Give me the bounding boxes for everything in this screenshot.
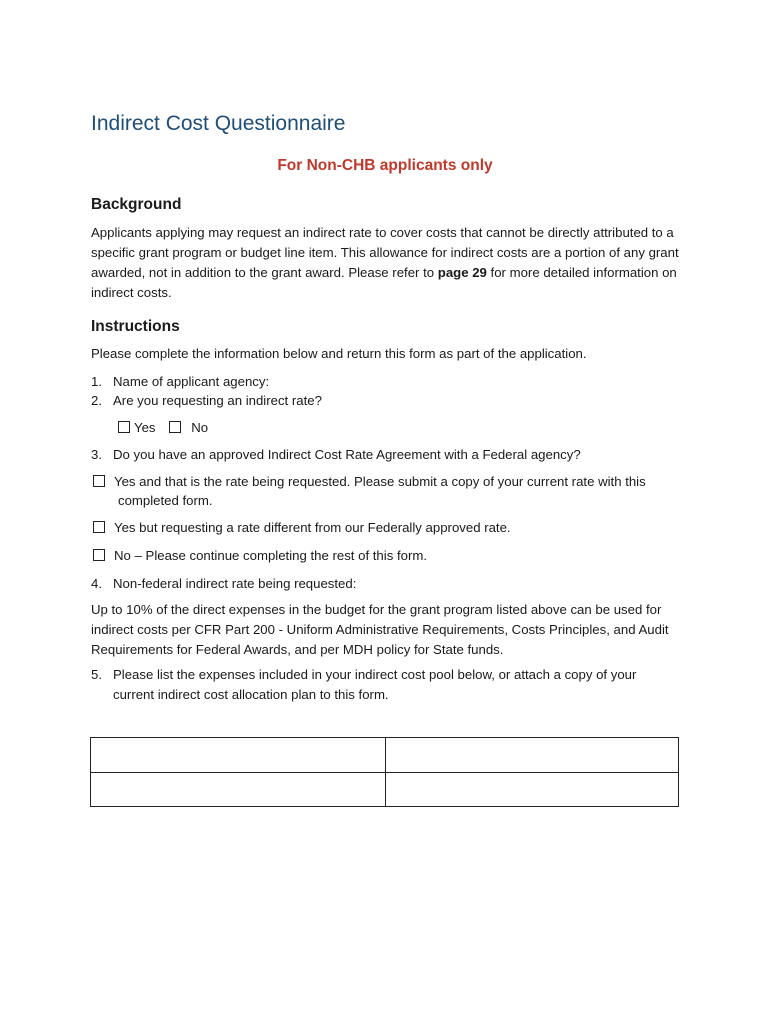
page-title: Indirect Cost Questionnaire — [91, 112, 346, 135]
background-text-end: for more detailed information on indirect costs. — [91, 265, 677, 300]
q3-option-a-checkbox[interactable] — [93, 475, 105, 487]
q3-option-a — [93, 472, 646, 492]
q5-text: Please list the expenses included in your indirect cost pool below, or attach a copy of your — [113, 667, 637, 682]
q3-option-c-label: No – Please continue completing the rest of this form. — [114, 548, 427, 563]
q2-text: Are you requesting an indirect rate? — [113, 393, 322, 408]
page-reference: page 29 — [437, 265, 487, 280]
q5-text-continued: current indirect cost allocation plan to this form. — [113, 687, 389, 702]
q3-option-c-checkbox[interactable] — [93, 549, 105, 561]
q3-text: Do you have an approved Indirect Cost Rate Agreement with a Federal agency? — [113, 447, 581, 462]
table-cell[interactable] — [91, 773, 386, 806]
table-cell[interactable] — [386, 773, 678, 806]
q4-number: 4. — [91, 576, 102, 591]
instructions-heading: Instructions — [91, 318, 180, 335]
q3-option-a-continued: completed form. — [118, 493, 213, 508]
background-text: Applicants applying may request an indirect rate to cover costs that cannot be directly attributed to a specific grant program or budget line item. This allowance for indirect costs are a portion of any grant awarded, not in addition to the grant award. Please refer to — [91, 225, 679, 280]
q4-text: Non-federal indirect rate being requested: — [113, 576, 357, 591]
q4-note: Up to 10% of the direct expenses in the budget for the grant program listed above can be used for indirect costs per CFR Part 200 - Uniform Administrative Requirements, Costs Principles, and Audit Requirements for Federal Awards, and per MDH policy for State funds. — [91, 602, 669, 657]
q3-option-b — [93, 518, 511, 538]
q2-yes-checkbox[interactable] — [118, 421, 130, 433]
page-subtitle: For Non-CHB applicants only — [277, 157, 493, 174]
q5-number: 5. — [91, 667, 102, 682]
expense-table — [90, 737, 679, 807]
q2-options — [118, 418, 208, 438]
q1-number: 1. — [91, 374, 102, 389]
instructions-intro: Please complete the information below and return this form as part of the application. — [91, 346, 587, 361]
q2-no-checkbox[interactable] — [169, 421, 181, 433]
q2-yes-label: Yes — [134, 420, 156, 435]
q3-option-c — [93, 546, 427, 566]
q3-option-b-checkbox[interactable] — [93, 521, 105, 533]
q2-no-label: No — [191, 420, 209, 435]
q3-number: 3. — [91, 447, 102, 462]
background-paragraph — [91, 223, 679, 303]
background-heading: Background — [91, 196, 182, 213]
q1-text: Name of applicant agency: — [113, 374, 270, 389]
q3-option-a-label: Yes and that is the rate being requested. Please submit a copy of your current rate with this — [114, 474, 646, 489]
q2-number: 2. — [91, 393, 102, 408]
table-cell[interactable] — [386, 738, 678, 773]
table-cell[interactable] — [91, 738, 386, 773]
q3-option-b-label: Yes but requesting a rate different from our Federally approved rate. — [114, 520, 511, 535]
